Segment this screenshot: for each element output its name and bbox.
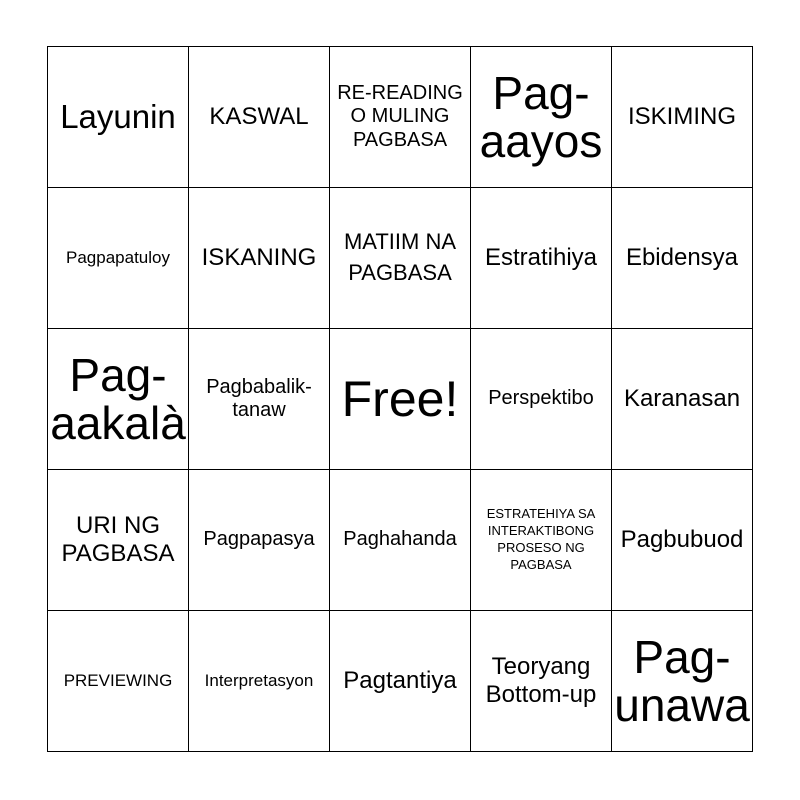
- cell-label: Perspektibo: [488, 387, 594, 410]
- bingo-cell-r1-c2[interactable]: [189, 47, 330, 188]
- bingo-cell-r3-c2[interactable]: [189, 329, 330, 470]
- cell-label: Pagbabalik-tanaw: [206, 375, 312, 421]
- bingo-cell-r5-c1[interactable]: [48, 611, 189, 752]
- cell-label: Teoryang Bottom-up: [485, 652, 597, 708]
- bingo-cell-r2-c5[interactable]: [612, 188, 753, 329]
- cell-label: PREVIEWING: [63, 671, 173, 691]
- cell-label: ISKIMING: [627, 102, 736, 130]
- bingo-cell-r4-c4[interactable]: [471, 470, 612, 611]
- bingo-cell-r3-c4[interactable]: [471, 329, 612, 470]
- bingo-cell-r5-c3[interactable]: [330, 611, 471, 752]
- bingo-board: [47, 46, 753, 752]
- bingo-cell-r2-c4[interactable]: [471, 188, 612, 329]
- cell-label: ISKANING: [201, 243, 317, 271]
- bingo-cell-r1-c1[interactable]: [48, 47, 189, 188]
- cell-label: ESTRATEHIYA SA INTERAKTIBONG PROSESO NG PAGBASA: [486, 506, 596, 572]
- cell-label: Interpretasyon: [204, 671, 314, 691]
- cell-label: KASWAL: [209, 102, 309, 130]
- bingo-cell-r1-c3[interactable]: [330, 47, 471, 188]
- bingo-cell-r1-c4[interactable]: [471, 47, 612, 188]
- cell-label: Estratihiya: [484, 243, 598, 271]
- cell-label: Paghahanda: [343, 528, 457, 551]
- cell-label: RE-READING O MULING PAGBASA: [337, 81, 463, 151]
- free-space-label: Free!: [341, 371, 459, 427]
- bingo-cell-r2-c2[interactable]: [189, 188, 330, 329]
- bingo-cell-r4-c2[interactable]: [189, 470, 330, 611]
- bingo-cell-r5-c2[interactable]: [189, 611, 330, 752]
- cell-label: Pag-unawa: [614, 630, 750, 731]
- cell-label: Karanasan: [623, 384, 741, 412]
- bingo-cell-r2-c3[interactable]: [330, 188, 471, 329]
- cell-label: Layunin: [60, 97, 176, 135]
- bingo-cell-r2-c1[interactable]: [48, 188, 189, 329]
- cell-label: Pagpapatuloy: [66, 248, 170, 268]
- bingo-cell-r3-c5[interactable]: [612, 329, 753, 470]
- bingo-cell-r4-c3[interactable]: [330, 470, 471, 611]
- cell-label: Pagtantiya: [343, 666, 457, 694]
- cell-label: Pag-aakalà: [50, 348, 186, 449]
- cell-label: Pagpapasya: [203, 528, 315, 551]
- cell-label: Pagbubuod: [620, 525, 744, 553]
- cell-label: Pag-aayos: [479, 66, 603, 167]
- bingo-cell-r5-c5[interactable]: [612, 611, 753, 752]
- cell-label: URI NG PAGBASA: [61, 511, 175, 567]
- cell-label: Ebidensya: [625, 243, 739, 271]
- bingo-cell-r1-c5[interactable]: [612, 47, 753, 188]
- bingo-cell-r4-c1[interactable]: [48, 470, 189, 611]
- bingo-cell-r3-c1[interactable]: [48, 329, 189, 470]
- bingo-cell-r5-c4[interactable]: [471, 611, 612, 752]
- cell-label: MATIIM NA PAGBASA: [343, 229, 457, 285]
- bingo-cell-free-space[interactable]: [330, 329, 471, 470]
- bingo-cell-r4-c5[interactable]: [612, 470, 753, 611]
